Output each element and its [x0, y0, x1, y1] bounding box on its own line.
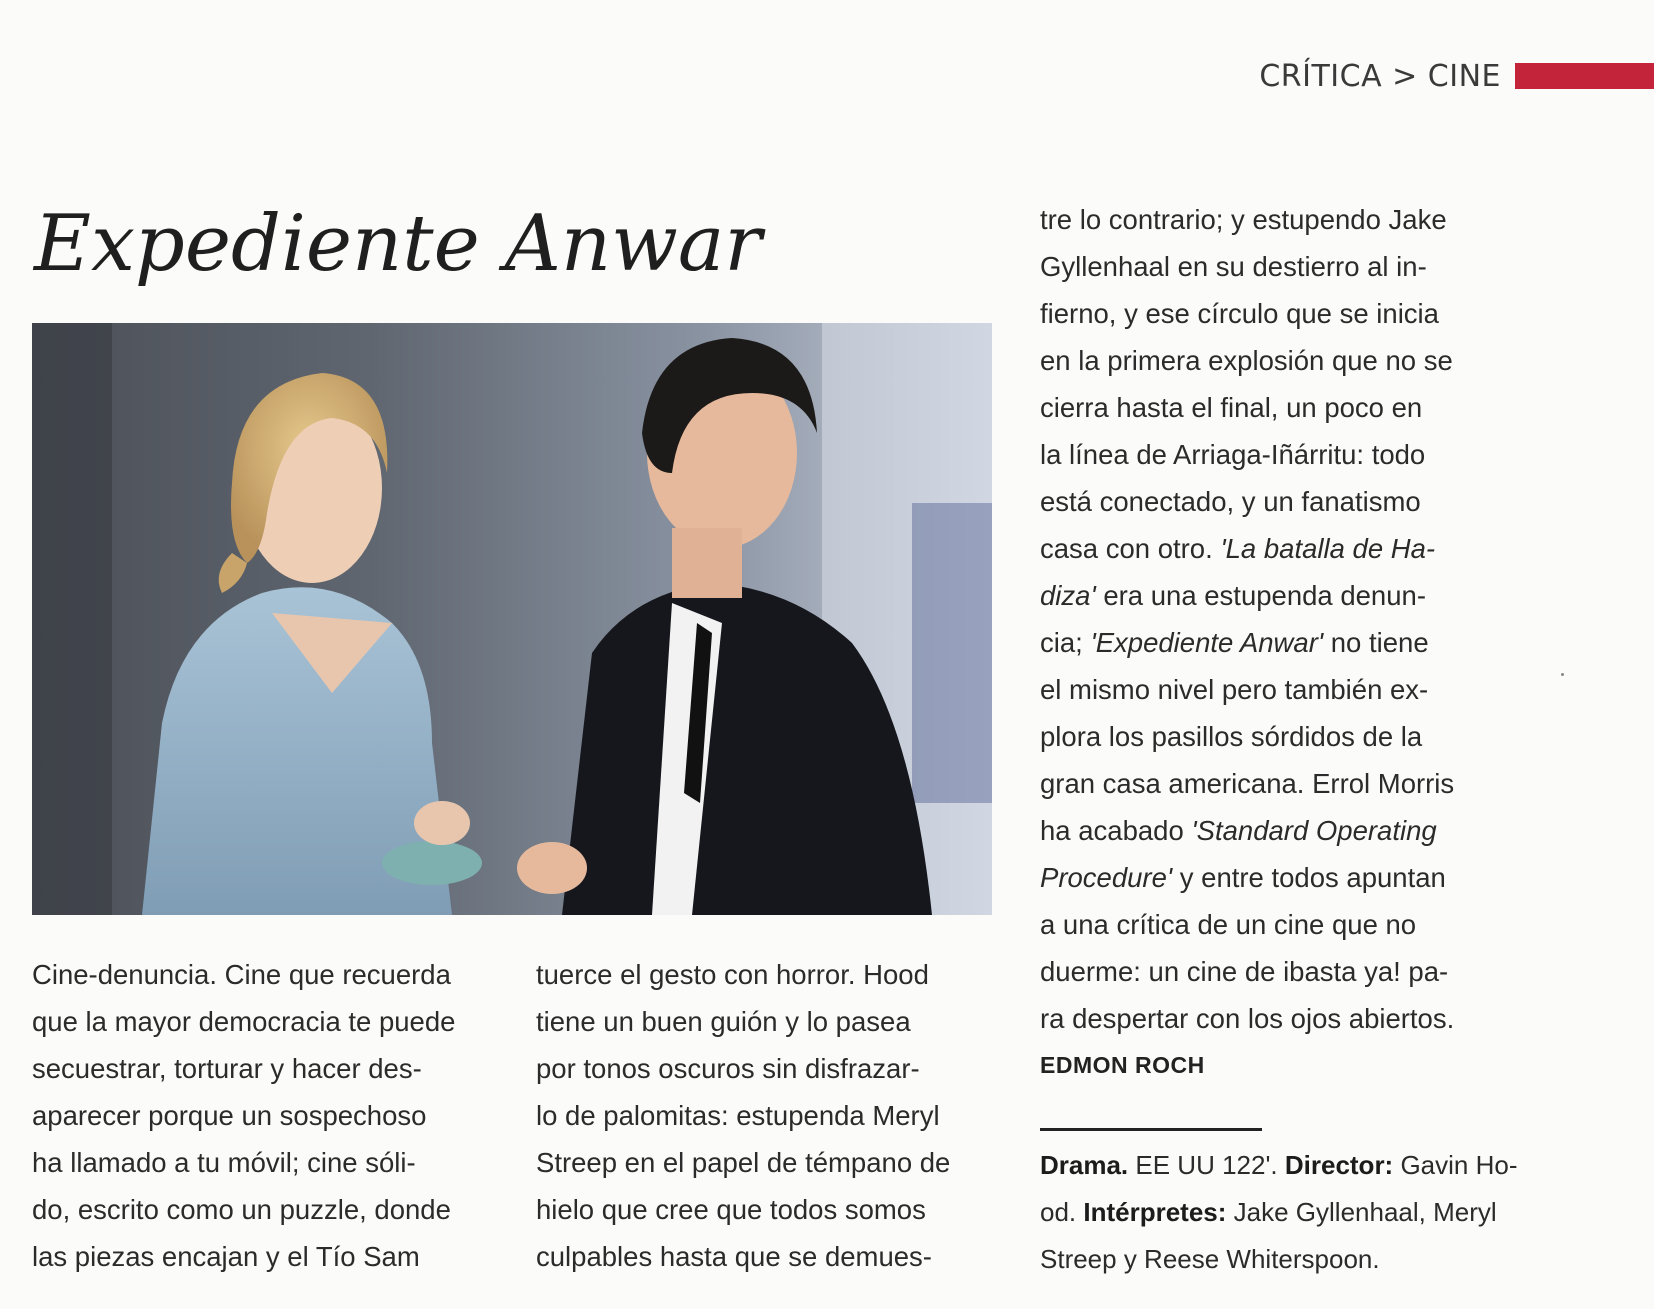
text-line — [1040, 525, 1510, 572]
article-column-2 — [536, 951, 996, 1280]
text-line: en la primera explosión que no se — [1040, 345, 1453, 376]
text-line: Streep en el papel de témpano de — [536, 1147, 951, 1178]
genre-value: EE UU 122'. — [1128, 1150, 1285, 1180]
text-line — [1040, 1142, 1518, 1189]
text-line: que la mayor democracia te puede — [32, 1006, 456, 1037]
section-label: CRÍTICA > CINE — [1259, 58, 1501, 94]
film-credits — [1040, 1142, 1518, 1283]
text-line: tre lo contrario; y estupendo Jake — [1040, 204, 1447, 235]
text-line: lo de palomitas: estupenda Meryl — [536, 1100, 940, 1131]
text-line: secuestrar, torturar y hacer des- — [32, 1053, 422, 1084]
section-header — [1259, 56, 1654, 96]
director-value: od. — [1040, 1197, 1084, 1227]
text-line: las piezas encajan y el Tío Sam — [32, 1241, 420, 1272]
text-line — [1040, 1189, 1510, 1236]
text-line — [1040, 854, 1510, 901]
section-accent-bar — [1515, 63, 1654, 89]
article-photo — [32, 323, 992, 915]
article-title: Expediente Anwar — [34, 199, 762, 289]
film-title-ref: Procedure' — [1040, 862, 1173, 893]
film-title-ref: 'Expediente Anwar' — [1090, 627, 1324, 658]
text-line: está conectado, y un fanatismo — [1040, 486, 1421, 517]
text-run: y entre todos apuntan — [1172, 862, 1446, 893]
text-run: era una estupenda denun- — [1095, 580, 1426, 611]
article-column-3 — [1040, 196, 1510, 1042]
text-line: do, escrito como un puzzle, donde — [32, 1194, 451, 1225]
text-line — [1040, 572, 1510, 619]
text-line: a una crítica de un cine que no — [1040, 909, 1417, 940]
text-line: la línea de Arriaga-Iñárritu: todo — [1040, 439, 1426, 470]
text-line: ra despertar con los ojos abiertos. — [1040, 1003, 1455, 1034]
text-line: tuerce el gesto con horror. Hood — [536, 959, 929, 990]
text-line: fierno, y ese círculo que se inicia — [1040, 298, 1439, 329]
text-run: cia; — [1040, 627, 1091, 658]
text-line — [1040, 619, 1510, 666]
text-line: hielo que cree que todos somos — [536, 1194, 926, 1225]
text-line: gran casa americana. Errol Morris — [1040, 768, 1455, 799]
author-byline: EDMON ROCH — [1040, 1052, 1205, 1078]
film-title-ref: 'Standard Operating — [1191, 815, 1437, 846]
text-line: ha llamado a tu móvil; cine sóli- — [32, 1147, 416, 1178]
cast-label: Intérpretes: — [1083, 1197, 1227, 1227]
text-line: el mismo nivel pero también ex- — [1040, 674, 1429, 705]
scan-speck — [1561, 673, 1564, 676]
text-line: duerme: un cine de ibasta ya! pa- — [1040, 956, 1449, 987]
film-title-ref: 'La batalla de Ha- — [1220, 533, 1436, 564]
text-line: Gyllenhaal en su destierro al in- — [1040, 251, 1427, 282]
text-line: por tonos oscuros sin disfrazar- — [536, 1053, 920, 1084]
film-still-photo-icon — [32, 323, 992, 915]
film-title-ref: diza' — [1040, 580, 1096, 611]
text-run: ha acabado — [1040, 815, 1192, 846]
text-line: Streep y Reese Whiterspoon. — [1040, 1244, 1380, 1274]
text-run: casa con otro. — [1040, 533, 1221, 564]
text-line: plora los pasillos sórdidos de la — [1040, 721, 1423, 752]
article-column-1 — [32, 951, 492, 1280]
text-line: cierra hasta el final, un poco en — [1040, 392, 1423, 423]
text-line: aparecer porque un sospechoso — [32, 1100, 427, 1131]
text-line: tiene un buen guión y lo pasea — [536, 1006, 911, 1037]
text-line: culpables hasta que se demues- — [536, 1241, 932, 1272]
text-line: Cine-denuncia. Cine que recuerda — [32, 959, 451, 990]
text-line — [1040, 807, 1510, 854]
cast-value: Jake Gyllenhaal, Meryl — [1226, 1197, 1497, 1227]
genre-label: Drama. — [1040, 1150, 1129, 1180]
text-run: no tiene — [1323, 627, 1429, 658]
director-value: Gavin Ho- — [1393, 1150, 1518, 1180]
director-label: Director: — [1284, 1150, 1394, 1180]
credits-divider — [1040, 1128, 1262, 1131]
